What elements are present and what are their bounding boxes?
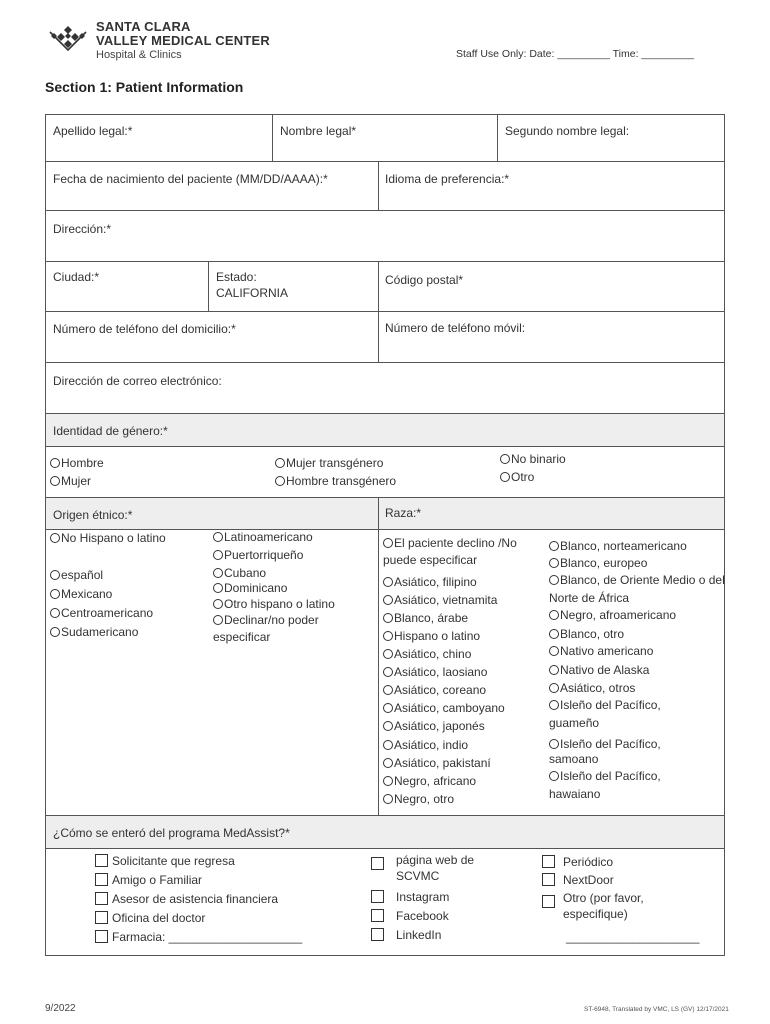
gender-label: Identidad de género:* [53,424,168,438]
radio-icon[interactable] [383,577,393,587]
last-name-label: Apellido legal:* [53,124,133,138]
first-name-label: Nombre legal* [280,124,357,138]
ethnic-option[interactable] [213,530,313,544]
option-label: Instagram [396,890,450,904]
section-title: Section 1: Patient Information [45,79,244,95]
option-label: español [61,568,104,582]
radio-icon[interactable] [500,454,510,464]
option-label: Sudamericano [61,625,139,639]
radio-icon[interactable] [383,538,393,548]
staff-use-line: Staff Use Only: Date: _________ Time: _________ [456,48,694,60]
ethnic-option[interactable] [213,612,363,646]
radio-icon[interactable] [50,570,60,580]
referral-option[interactable] [371,890,449,904]
radio-icon[interactable] [275,476,285,486]
radio-icon[interactable] [383,685,393,695]
checkbox-icon[interactable] [95,930,108,943]
option-label: Blanco, norteamericano [560,539,687,553]
radio-icon[interactable] [549,665,559,675]
option-label: Latinoamericano [224,530,313,544]
option-label: Isleño del Pacífico, samoano [549,737,661,766]
radio-icon[interactable] [383,613,393,623]
radio-icon[interactable] [50,589,60,599]
footer-date: 9/2022 [45,1003,76,1014]
option-label: Asiático, filipino [394,575,477,589]
option-label: Dominicano [224,581,288,595]
ethnic-option[interactable] [213,581,287,595]
middle-name-field[interactable] [497,114,725,162]
radio-icon[interactable] [383,667,393,677]
race-option[interactable] [549,644,653,658]
ethnic-option[interactable] [50,568,103,582]
checkbox-icon[interactable] [371,857,384,870]
race-option[interactable] [383,593,497,607]
gender-option-hombre-trans[interactable] [275,474,396,488]
option-label: Puertorriqueño [224,548,304,562]
option-label: Isleño del Pacífico, hawaiano [549,769,661,801]
option-label: Negro, africano [394,774,477,788]
race-option[interactable] [549,663,649,677]
referral-header [45,815,725,849]
referral-option-label: Otro (por favor, especifique) [563,891,644,921]
checkbox-icon[interactable] [371,928,384,941]
race-option[interactable] [383,701,505,715]
referral-option[interactable] [371,909,449,923]
gender-options [45,446,725,498]
org-name-line2: VALLEY MEDICAL CENTER [96,33,270,48]
race-header [378,497,725,530]
logo-icon [48,22,88,56]
option-label: Asesor de asistencia financiera [112,892,279,906]
referral-option[interactable] [371,855,388,873]
race-option[interactable] [383,719,485,733]
option-label: Mexicano [61,587,113,601]
option-label: Centroamericano [61,606,154,620]
option-label: Asiático, chino [394,647,472,661]
option-label: Negro, otro [394,792,455,806]
race-option[interactable] [549,608,676,622]
gender-option-no-binario[interactable] [500,452,566,466]
org-subtitle: Hospital & Clinics [96,49,182,61]
race-option[interactable] [549,571,727,607]
checkbox-icon[interactable] [95,873,108,886]
city-label: Ciudad:* [53,270,100,284]
radio-icon[interactable] [549,610,559,620]
checkbox-icon[interactable] [371,890,384,903]
zip-label: Código postal* [385,273,464,287]
option-label: Negro, afroamericano [560,608,677,622]
language-label: Idioma de preferencia:* [385,172,510,186]
radio-icon[interactable] [383,703,393,713]
referral-option[interactable] [371,928,441,942]
option-label: Hombre transgénero [286,474,397,488]
dob-field[interactable] [45,161,379,211]
dob-label: Fecha de nacimiento del paciente (MM/DD/AAAA):* [53,172,328,186]
option-label: Nativo americano [560,644,654,658]
option-label: Mujer [61,474,92,488]
referral-option[interactable] [542,893,559,911]
ethnic-header [45,497,379,530]
email-field[interactable] [45,362,725,414]
option-label: Isleño del Pacífico, guameño [549,698,661,730]
radio-icon[interactable] [275,458,285,468]
race-option[interactable] [549,627,624,641]
referral-label: ¿Cómo se enteró del programa MedAssist?* [53,826,290,840]
radio-icon[interactable] [500,472,510,482]
gender-header [45,413,725,447]
race-option[interactable] [383,738,468,752]
radio-icon[interactable] [549,739,559,749]
radio-icon[interactable] [50,608,60,618]
referral-option[interactable] [542,873,614,887]
race-option[interactable] [383,647,471,661]
option-label: LinkedIn [396,928,442,942]
checkbox-icon[interactable] [95,854,108,867]
checkbox-icon[interactable] [371,909,384,922]
home-phone-label: Número de teléfono del domicilio:* [53,322,236,336]
state-label: Estado: [216,270,257,284]
race-option[interactable] [549,539,687,553]
checkbox-icon[interactable] [542,873,555,886]
race-option[interactable] [383,683,486,697]
race-option[interactable] [549,556,647,570]
race-option[interactable] [383,629,480,643]
checkbox-icon[interactable] [95,911,108,924]
option-label: No binario [511,452,566,466]
option-label: Otro [511,470,535,484]
race-option[interactable] [383,792,454,806]
radio-icon[interactable] [213,599,223,609]
radio-icon[interactable] [383,758,393,768]
radio-icon[interactable] [549,646,559,656]
option-label: Blanco, europeo [560,556,648,570]
org-name-line1: SANTA CLARA [96,19,191,34]
option-label: Asiático, laosiano [394,665,488,679]
referral-option[interactable] [95,911,205,925]
radio-icon[interactable] [213,568,223,578]
option-label: Blanco, otro [560,627,625,641]
referral-option[interactable] [95,873,202,887]
radio-icon[interactable] [549,771,559,781]
ethnic-option[interactable] [50,530,208,547]
radio-icon[interactable] [50,533,60,543]
option-label: Hombre [61,456,104,470]
radio-icon[interactable] [549,683,559,693]
race-option[interactable] [383,575,477,589]
option-label: No Hispano o latino [61,531,166,545]
mobile-phone-field[interactable] [378,311,725,363]
checkbox-icon[interactable] [95,892,108,905]
home-phone-field[interactable] [45,311,379,363]
checkbox-icon[interactable] [542,895,555,908]
option-label: Declinar/no poder especificar [213,613,319,644]
radio-icon[interactable] [549,700,559,710]
option-label: Amigo o Familiar [112,873,203,887]
race-option[interactable] [549,737,709,767]
ethnic-option[interactable] [50,587,112,601]
radio-icon[interactable] [50,476,60,486]
option-label: Asiático, indio [394,738,469,752]
option-label: Blanco, de Oriente Medio o del Norte de África [549,573,725,605]
option-label: Asiático, otros [560,681,636,695]
radio-icon[interactable] [213,532,223,542]
gender-option-mujer-trans[interactable] [275,456,383,470]
gender-option-mujer[interactable] [50,474,91,488]
race-option[interactable] [383,535,548,569]
option-label: Mujer transgénero [286,456,384,470]
option-label: Blanco, árabe [394,611,469,625]
radio-icon[interactable] [50,627,60,637]
logo [48,22,88,56]
radio-icon[interactable] [50,458,60,468]
option-label: Farmacia: ____________________ [112,930,303,944]
option-label: Asiático, coreano [394,683,487,697]
option-label: Nativo de Alaska [560,663,650,677]
race-option[interactable] [549,681,635,695]
option-label: Asiático, vietnamita [394,593,498,607]
radio-icon[interactable] [549,541,559,551]
race-option[interactable] [383,774,476,788]
referral-other-line[interactable]: ____________________ [566,930,700,944]
gender-option-otro[interactable] [500,470,534,484]
radio-icon[interactable] [383,649,393,659]
radio-icon[interactable] [383,721,393,731]
radio-icon[interactable] [383,595,393,605]
option-label: El paciente declino /No puede especificar [383,536,517,567]
option-label: Oficina del doctor [112,911,206,925]
referral-option[interactable] [95,892,278,906]
mobile-phone-label: Número de teléfono móvil: [385,321,526,335]
race-option[interactable] [549,696,709,732]
race-option[interactable] [383,611,468,625]
ethnic-option[interactable] [213,597,335,611]
email-label: Dirección de correo electrónico: [53,374,222,388]
option-label: Asiático, pakistaní [394,756,491,770]
state-field [208,261,379,312]
radio-icon[interactable] [383,776,393,786]
radio-icon[interactable] [213,583,223,593]
zip-field[interactable] [378,261,725,312]
option-label: Asiático, japonés [394,719,485,733]
radio-icon[interactable] [213,615,223,625]
ethnic-option[interactable] [50,625,138,639]
address-label: Dirección:* [53,222,112,236]
last-name-field[interactable] [45,114,273,162]
radio-icon[interactable] [383,631,393,641]
footer-code: ST-6948, Translated by VMC, LS (GV) 12/17/2021 [584,1006,729,1013]
referral-option-label: página web de SCVMC [396,853,475,883]
middle-name-label: Segundo nombre legal: [505,124,630,138]
race-option[interactable] [383,756,491,770]
radio-icon[interactable] [383,794,393,804]
option-label: Periódico [563,855,614,869]
race-option[interactable] [549,767,709,803]
option-label: Facebook [396,909,449,923]
radio-icon[interactable] [213,550,223,560]
language-field[interactable] [378,161,725,211]
checkbox-icon[interactable] [542,855,555,868]
ethnic-option[interactable] [50,606,153,620]
option-label: NextDoor [563,873,614,887]
radio-icon[interactable] [549,575,559,585]
option-label: Otro hispano o latino [224,597,335,611]
radio-icon[interactable] [549,558,559,568]
ethnic-option[interactable] [213,566,266,580]
city-field[interactable] [45,261,209,312]
referral-option[interactable] [542,855,613,869]
state-value: CALIFORNIA [216,286,289,300]
address-field[interactable] [45,210,725,262]
radio-icon[interactable] [383,740,393,750]
referral-option[interactable] [95,930,302,944]
option-label: Hispano o latino [394,629,481,643]
first-name-field[interactable] [272,114,498,162]
race-option[interactable] [383,665,487,679]
ethnic-option[interactable] [213,548,303,562]
radio-icon[interactable] [549,629,559,639]
option-label: Cubano [224,566,267,580]
race-label: Raza:* [385,506,422,520]
option-label: Solicitante que regresa [112,854,235,868]
ethnic-label: Origen étnico:* [53,508,133,522]
gender-option-hombre[interactable] [50,456,104,470]
referral-option[interactable] [95,854,235,868]
option-label: Asiático, camboyano [394,701,505,715]
